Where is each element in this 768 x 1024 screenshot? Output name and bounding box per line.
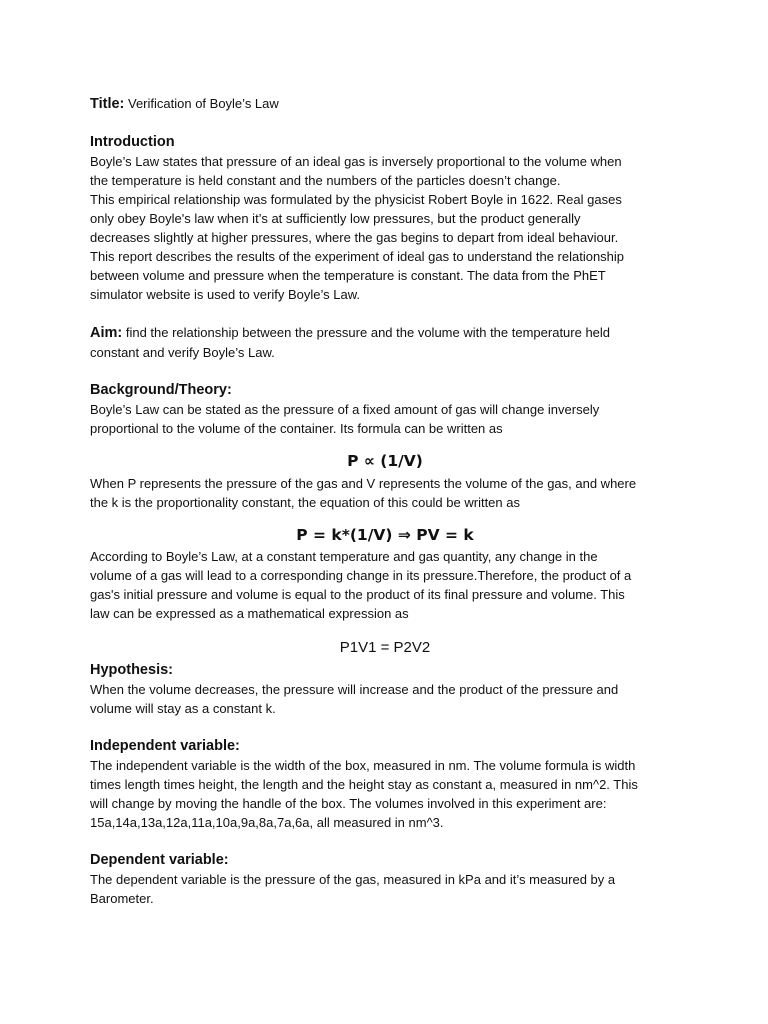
title-line [90,94,680,114]
introduction-body [90,152,680,304]
intro-line: This empirical relationship was formulated by the physicist Robert Boyle in 1622. Real gases [90,192,622,207]
intro-line: between volume and pressure when the temperature is constant. The data from the PhET [90,268,606,283]
intro-line: This report describes the results of the experiment of ideal gas to understand the relationship [90,249,625,264]
background-line: When P represents the pressure of the gas and V represents the volume of the gas, and where [90,476,637,491]
hypothesis-heading: Hypothesis: [90,662,173,678]
background-line: proportional to the volume of the container. Its formula can be written as [90,421,503,436]
hypothesis-line: When the volume decreases, the pressure will increase and the product of the pressure and [90,682,619,697]
aim-line [90,323,680,343]
intro-line: only obey Boyle's law when it’s at sufficiently low pressures, but the product generally [90,211,581,226]
aim-line-2: constant and verify Boyle’s Law. [90,345,275,360]
hypothesis-line: volume will stay as a constant k. [90,701,276,716]
background-line: gas's initial pressure and volume is equal to the product of its final pressure and volume. This [90,587,625,602]
background-line: the k is the proportionality constant, the equation of this could be written as [90,495,520,510]
background-line: According to Boyle’s Law, at a constant temperature and gas quantity, any change in the [90,549,598,564]
formula-boyle: P1V1 = P2V2 [339,639,431,656]
aim-text: find the relationship between the pressure and the volume with the temperature held [122,325,611,340]
document-page [90,94,680,908]
intro-line: Boyle’s Law states that pressure of an ideal gas is inversely proportional to the volume when [90,154,622,169]
introduction-heading: Introduction [90,134,175,150]
background-line: volume of a gas will lead to a corresponding change in its pressure.Therefore, the product of a [90,568,632,583]
background-line: law can be expressed as a mathematical expression as [90,606,409,621]
title-label: Title: [90,96,125,112]
independent-line: 15a,14a,13a,12a,11a,10a,9a,8a,7a,6a, all measured in nm^3. [90,815,444,830]
formula-proportional: P ∝ (1/V) [347,452,423,470]
intro-line: simulator website is used to verify Boyle’s Law. [90,287,360,302]
aim-label: Aim: [90,325,123,341]
independent-heading: Independent variable: [90,738,240,754]
independent-line: will change by moving the handle of the box. The volumes involved in this experiment are: [90,796,607,811]
intro-line: decreases slightly at higher pressures, where the gas begins to depart from ideal behaviour. [90,230,619,245]
independent-line: times length times height, the length and the height stay as constant a, measured in nm^2. This [90,777,638,792]
formula-constant: P = k*(1/V) ⇒ PV = k [296,526,474,544]
independent-line: The independent variable is the width of the box, measured in nm. The volume formula is width [90,758,636,773]
dependent-heading: Dependent variable: [90,852,229,868]
dependent-line: Barometer. [90,891,154,906]
background-heading: Background/Theory: [90,382,232,398]
background-line: Boyle’s Law can be stated as the pressure of a fixed amount of gas will change inversely [90,402,600,417]
intro-line: the temperature is held constant and the numbers of the particles doesn’t change. [90,173,561,188]
title-text: Verification of Boyle’s Law [124,96,279,111]
dependent-line: The dependent variable is the pressure of the gas, measured in kPa and it’s measured by a [90,872,616,887]
